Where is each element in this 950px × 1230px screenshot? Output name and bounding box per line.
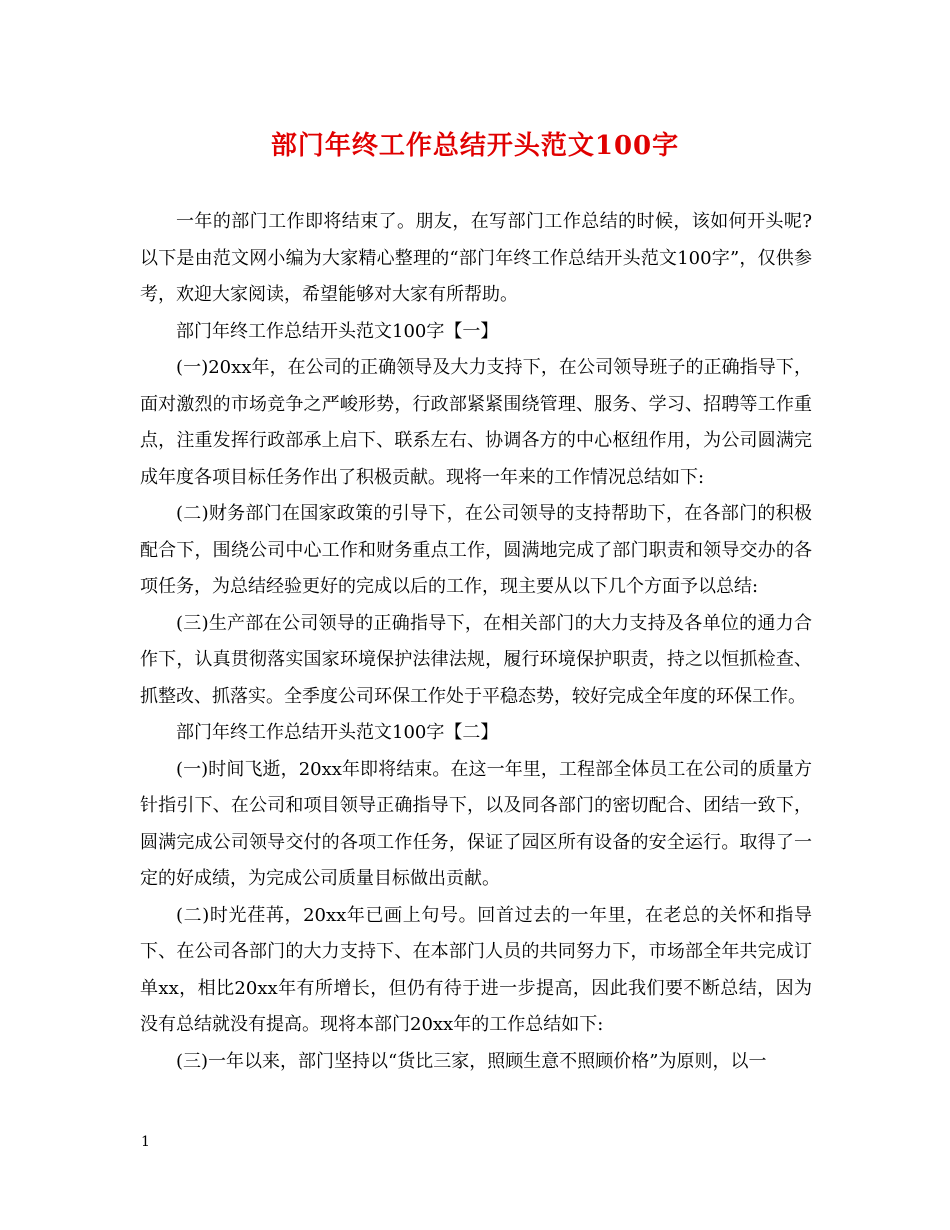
document-body <box>140 204 812 1080</box>
paragraph-two-3: (三)一年以来，部门坚持以“货比三家，照顾生意不照顾价格”为原则，以一 <box>176 1050 767 1072</box>
paragraph-one-2: (二)财务部门在国家政策的引导下，在公司领导的支持帮助下，在各部门的积极配合下，围绕公司中心工作和财务重点工作，圆满地完成了部门职责和领导交办的各项任务，为总结经验更好的完成以后的工作，现主要从以下几个方面予以总结: <box>140 503 812 597</box>
section-heading-one: 部门年终工作总结开头范文100字【一】 <box>176 320 499 342</box>
paragraph-two-1: (一)时间飞逝，20xx年即将结束。在这一年里，工程部全体员工在公司的质量方针指引下、在公司和项目领导正确指导下，以及同各部门的密切配合、团结一致下，圆满完成公司领导交付的各项工作任务，保证了园区所有设备的安全运行。取得了一定的好成绩，为完成公司质量目标做出贡献。 <box>140 758 812 889</box>
section-heading-two: 部门年终工作总结开头范文100字【二】 <box>176 722 499 743</box>
paragraph-one-3: (三)生产部在公司领导的正确指导下，在相关部门的大力支持及各单位的通力合作下，认真贯彻落实国家环境保护法律法规，履行环境保护职责，持之以恒抓检查、抓整改、抓落实。全季度公司环保工作处于平稳态势，较好完成全年度的环保工作。 <box>140 612 812 707</box>
page-number: 1 <box>141 1134 150 1150</box>
paragraph-one-1: (一)20xx年，在公司的正确领导及大力支持下，在公司领导班子的正确指导下，面对激烈的市场竞争之严峻形势，行政部紧紧围绕管理、服务、学习、招聘等工作重点，注重发挥行政部承上启下、联系左右、协调各方的中心枢纽作用，为公司圆满完成年度各项目标任务作出了积极贡献。现将一年来的工作情况总结如下: <box>140 357 812 488</box>
document-title: 部门年终工作总结开头范文100字 <box>270 131 680 161</box>
intro-paragraph: 一年的部门工作即将结束了。朋友，在写部门工作总结的时候，该如何开头呢?以下是由范文网小编为大家精心整理的“部门年终工作总结开头范文100字”，仅供参考，欢迎大家阅读，希望能够对大家有所帮助。 <box>140 211 812 305</box>
paragraph-two-2: (二)时光荏苒，20xx年已画上句号。回首过去的一年里，在老总的关怀和指导下、在公司各部门的大力支持下、在本部门人员的共同努力下，市场部全年共完成订单xx，相比20xx年有所增长，但仍有待于进一步提高，因此我们要不断总结，因为没有总结就没有提高。现将本部门20xx年的工作总结如下: <box>140 904 812 1035</box>
